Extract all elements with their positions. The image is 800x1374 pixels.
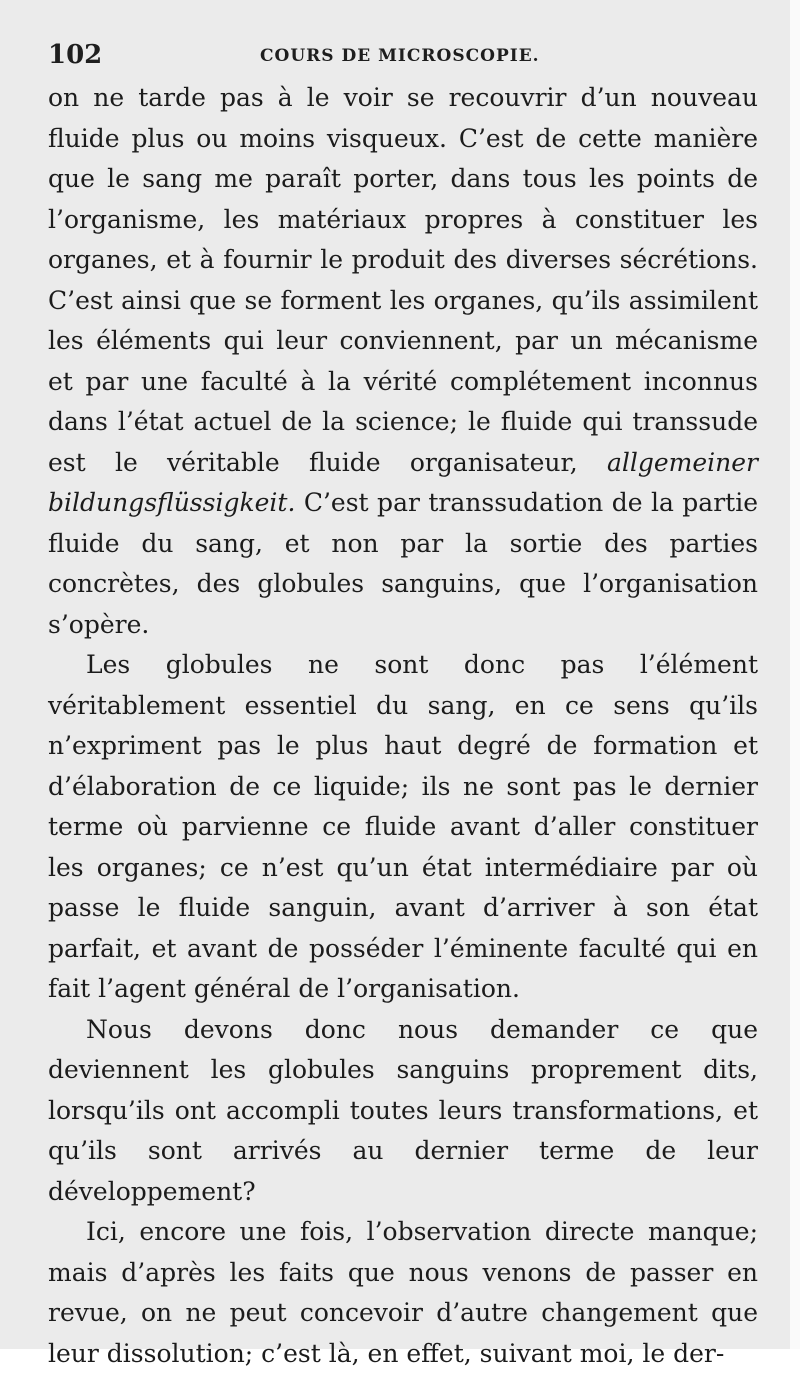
paragraph-4: Ici, encore une fois, l’observation directe manque; mais d’après les faits que nous venons de passer en revue, on ne peut concevoir d’autre changement que leur dissolution; c’est là, en effet, suivant moi, le der-	[48, 1217, 758, 1368]
running-head: COURS DE MICROSCOPIE.	[260, 46, 540, 66]
paragraph-3: Nous devons donc nous demander ce que deviennent les globules sanguins proprement dits, lorsqu’ils ont accompli toutes leurs transformations, et qu’ils sont arrivés au dernier terme de leur développement?	[48, 1014, 758, 1206]
page-edge	[790, 0, 800, 1349]
paragraph-1-text-start: on ne tarde pas à le voir se recouvrir d’un nouveau fluide plus ou moins visqueux. C’est de cette manière que le sang me paraît porter, dans tous les points de l’organisme, les matériaux propres à constituer les organes, et à fournir le produit des diverses sécrétions. C’est ainsi que se forment les organes, qu’ils assimilent les éléments qui leur conviennent, par un mécanisme et par une faculté à la vérité complétement inconnus dans l’état actuel de la science; le fluide qui transsude est le véritable fluide organisateur,	[48, 83, 758, 477]
paragraph-1-italic-term: allgemeiner bildungsflüssigkeit.	[48, 447, 758, 517]
page-header	[48, 40, 758, 74]
paragraph-1	[48, 78, 758, 645]
page-number: 102	[48, 40, 103, 70]
paragraph-1-text-end: C’est par transsudation de la partie fluide du sang, et non par la sortie des parties concrètes, des globules sanguins, que l’organisation s’opère.	[48, 488, 758, 639]
body-text	[48, 78, 758, 1374]
paragraph-2: Les globules ne sont donc pas l’élément véritablement essentiel du sang, en ce sens qu’ils n’expriment pas le plus haut degré de formation et d’élaboration de ce liquide; ils ne sont pas le dernier terme où parvienne ce fluide avant d’aller constituer les organes; ce n’est qu’un état intermédiaire par où passe le fluide sanguin, avant d’arriver à son état parfait, et avant de posséder l’éminente faculté qui en fait l’agent général de l’organisation.	[48, 650, 758, 1003]
